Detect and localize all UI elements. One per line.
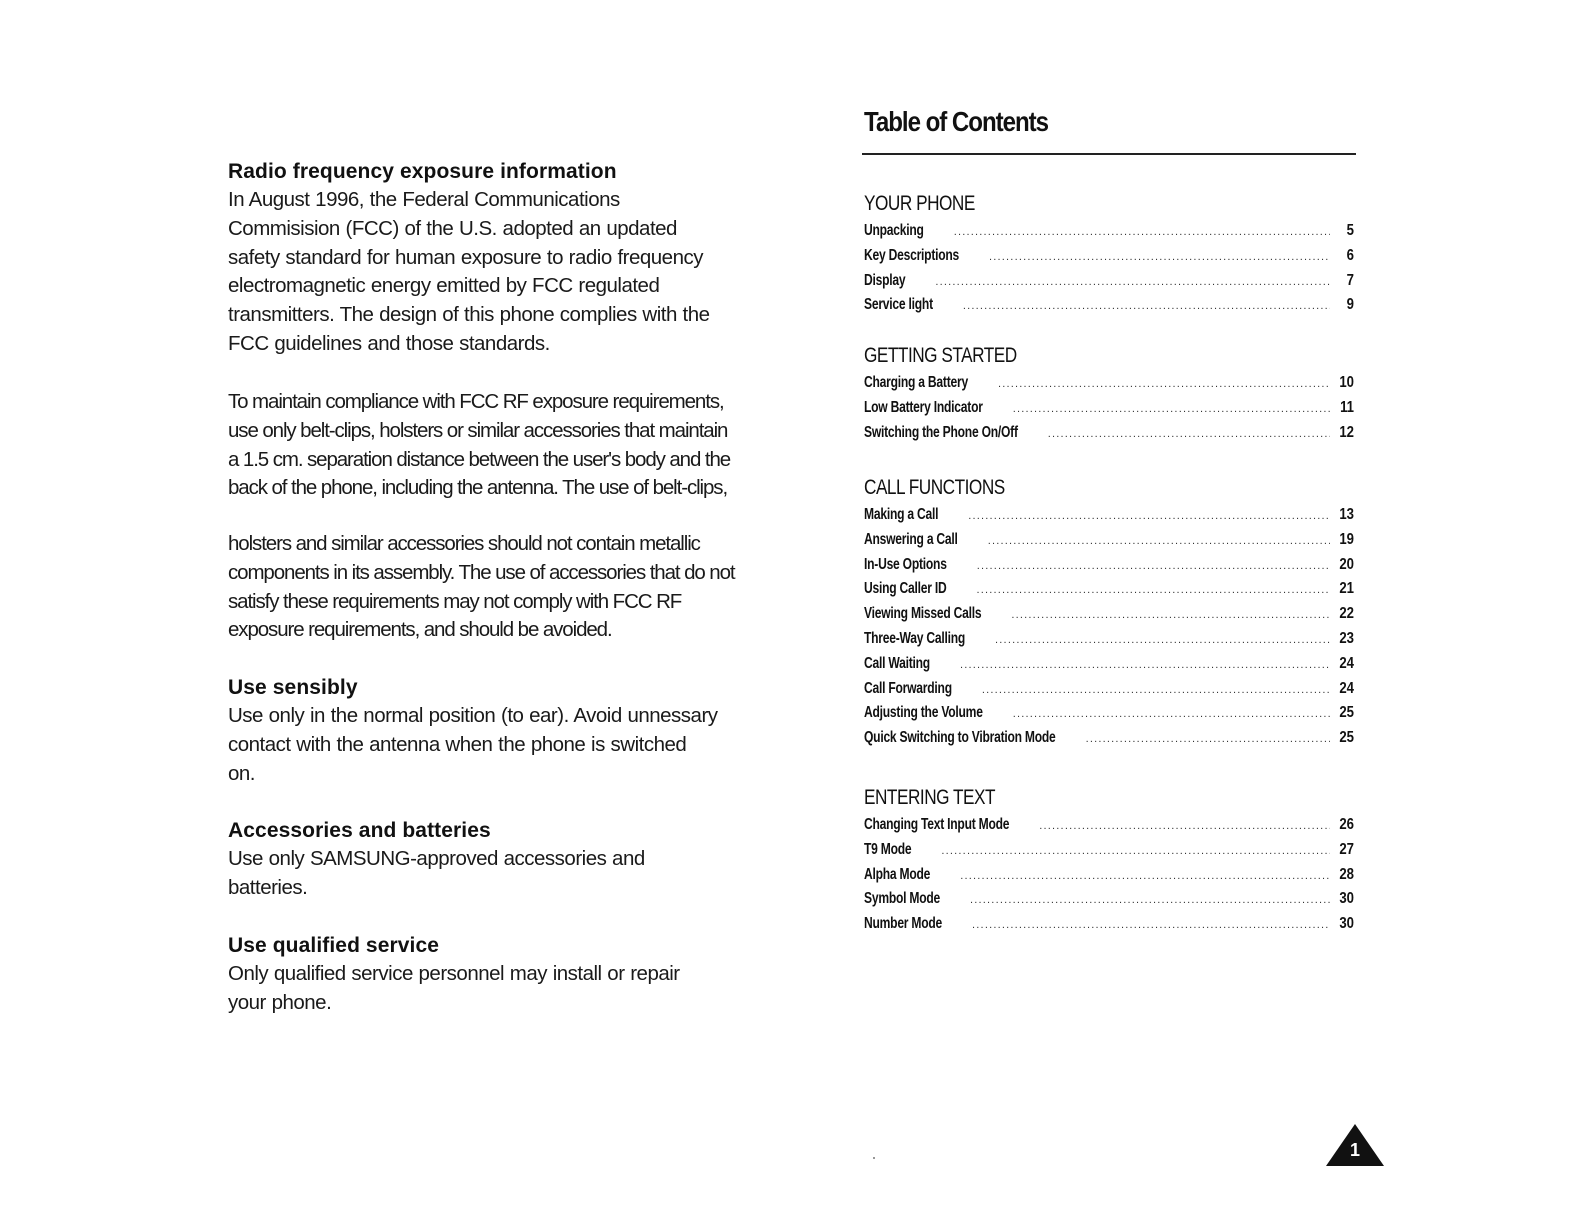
toc-entry-label: Key Descriptions bbox=[864, 246, 960, 264]
toc-leader-dots bbox=[970, 894, 1330, 906]
toc-entry-page: 11 bbox=[1340, 398, 1354, 416]
toc-entry-label: Call Waiting bbox=[864, 654, 930, 672]
toc-entry-label: Making a Call bbox=[864, 506, 939, 523]
toc-leader-dots bbox=[1013, 403, 1330, 415]
toc-entry-label: Number Mode bbox=[864, 915, 943, 933]
holsters-line: components in its assembly. The use of accessories that do not bbox=[228, 560, 735, 584]
toc-entry-page: 23 bbox=[1339, 629, 1354, 647]
accessories-section bbox=[228, 817, 788, 903]
toc-entry-page: 5 bbox=[1346, 222, 1354, 239]
toc-section bbox=[864, 784, 1354, 940]
rf-exposure-line: transmitters. The design of this phone complies with the bbox=[228, 303, 710, 327]
toc-entry-page: 6 bbox=[1346, 246, 1354, 264]
toc-leader-dots bbox=[960, 659, 1330, 671]
toc-entry-page: 30 bbox=[1339, 890, 1354, 908]
toc-entry[interactable] bbox=[864, 630, 1354, 655]
toc-entry[interactable] bbox=[864, 729, 1354, 754]
toc-section-title: CALL FUNCTIONS bbox=[864, 476, 1005, 499]
toc-section-title: ENTERING TEXT bbox=[864, 786, 996, 809]
toc-entry-label: Adjusting the Volume bbox=[864, 704, 983, 722]
toc-entry[interactable] bbox=[864, 556, 1354, 581]
holsters-line: holsters and similar accessories should not contain metallic bbox=[228, 532, 700, 555]
rf-exposure-line: Commisision (FCC) of the U.S. adopted an updated bbox=[228, 216, 677, 240]
use-sensibly-heading: Use sensibly bbox=[228, 676, 358, 699]
toc-entry[interactable] bbox=[864, 272, 1354, 297]
toc-entry[interactable] bbox=[864, 296, 1354, 321]
toc-entry-page: 7 bbox=[1346, 271, 1354, 289]
holsters-line: exposure requirements, and should be avoided. bbox=[228, 618, 612, 642]
use-sensibly-line: Use only in the normal position (to ear). Avoid unnessary bbox=[228, 704, 718, 727]
toc-leader-dots bbox=[998, 378, 1330, 390]
toc-entry[interactable] bbox=[864, 890, 1354, 915]
accessories-line: Use only SAMSUNG-approved accessories and bbox=[228, 847, 645, 870]
toc-title: Table of Contents bbox=[864, 106, 1049, 137]
toc-entry[interactable] bbox=[864, 506, 1354, 531]
toc-leader-dots bbox=[968, 510, 1330, 522]
rf-exposure-line: In August 1996, the Federal Communications bbox=[228, 188, 620, 211]
toc-section bbox=[864, 342, 1354, 448]
toc-entry[interactable] bbox=[864, 680, 1354, 705]
toc-entry-page: 22 bbox=[1339, 605, 1354, 623]
toc-entry-page: 19 bbox=[1339, 530, 1354, 548]
toc-entry-label: Changing Text Input Mode bbox=[864, 816, 1010, 833]
toc-divider bbox=[862, 153, 1356, 155]
toc-entry-label: Switching the Phone On/Off bbox=[864, 423, 1018, 441]
toc-entry-page: 24 bbox=[1339, 679, 1354, 697]
toc-entry-page: 20 bbox=[1339, 555, 1354, 573]
rf-exposure-section bbox=[228, 158, 788, 359]
use-sensibly-line: on. bbox=[228, 761, 255, 785]
toc-leader-dots bbox=[935, 276, 1330, 288]
compliance-line: back of the phone, including the antenna. The use of belt-clips, bbox=[228, 476, 728, 500]
toc-entry[interactable] bbox=[864, 655, 1354, 680]
toc-entry-page: 9 bbox=[1346, 296, 1354, 314]
holsters-paragraph bbox=[228, 530, 788, 645]
use-sensibly-section bbox=[228, 674, 788, 788]
toc-leader-dots bbox=[1013, 708, 1330, 720]
toc-leader-dots bbox=[960, 870, 1330, 882]
toc-leader-dots bbox=[989, 251, 1330, 263]
toc-entry[interactable] bbox=[864, 915, 1354, 940]
rf-exposure-line: FCC guidelines and those standards. bbox=[228, 331, 550, 355]
toc-leader-dots bbox=[995, 634, 1330, 646]
toc-entry-label: Three-Way Calling bbox=[864, 629, 966, 647]
toc-entry-label: Viewing Missed Calls bbox=[864, 605, 982, 623]
rf-exposure-line: electromagnetic energy emitted by FCC regulated bbox=[228, 274, 660, 298]
toc-section bbox=[864, 190, 1354, 321]
rf-exposure-heading: Radio frequency exposure information bbox=[228, 160, 617, 183]
toc-entry-page: 13 bbox=[1339, 506, 1354, 523]
toc-leader-dots bbox=[977, 560, 1330, 572]
toc-entry-label: Charging a Battery bbox=[864, 374, 968, 391]
toc-leader-dots bbox=[988, 535, 1330, 547]
toc-entry-label: Alpha Mode bbox=[864, 865, 931, 883]
toc-entry[interactable] bbox=[864, 866, 1354, 891]
toc-section bbox=[864, 474, 1354, 754]
qualified-service-heading: Use qualified service bbox=[228, 934, 440, 957]
toc-entry-label: Answering a Call bbox=[864, 530, 958, 548]
compliance-paragraph bbox=[228, 388, 788, 503]
accessories-heading: Accessories and batteries bbox=[228, 819, 491, 842]
toc-entry-label: Call Forwarding bbox=[864, 679, 952, 697]
toc-entry-label: In-Use Options bbox=[864, 555, 947, 573]
toc-entry[interactable] bbox=[864, 247, 1354, 272]
toc-entry-label: Display bbox=[864, 271, 906, 289]
toc-entry-label: Using Caller ID bbox=[864, 580, 947, 598]
toc-entry[interactable] bbox=[864, 704, 1354, 729]
toc-entry-page: 25 bbox=[1339, 729, 1354, 747]
toc-entry[interactable] bbox=[864, 580, 1354, 605]
scan-speck bbox=[873, 1157, 875, 1159]
toc-entry-label: Service light bbox=[864, 296, 933, 314]
toc-entry[interactable] bbox=[864, 222, 1354, 247]
toc-entry[interactable] bbox=[864, 374, 1354, 399]
toc-entry-label: Unpacking bbox=[864, 222, 924, 239]
toc-leader-dots bbox=[1048, 428, 1330, 440]
toc-leader-dots bbox=[941, 845, 1330, 857]
toc-entry-label: Low Battery Indicator bbox=[864, 398, 983, 416]
toc-entry-page: 10 bbox=[1339, 374, 1354, 391]
qualified-service-section bbox=[228, 932, 788, 1018]
toc-entry[interactable] bbox=[864, 605, 1354, 630]
toc-leader-dots bbox=[954, 226, 1330, 238]
toc-entry-page: 12 bbox=[1339, 423, 1354, 441]
page-number: 1 bbox=[1349, 1140, 1360, 1160]
page-number-badge bbox=[1326, 1124, 1384, 1166]
toc-entry-page: 21 bbox=[1339, 580, 1354, 598]
toc-entry[interactable] bbox=[864, 841, 1354, 866]
toc-entry-page: 24 bbox=[1339, 654, 1354, 672]
toc-entry[interactable] bbox=[864, 399, 1354, 424]
toc-entry-page: 26 bbox=[1339, 816, 1354, 833]
toc-entry-label: Symbol Mode bbox=[864, 890, 941, 908]
rf-exposure-line: safety standard for human exposure to radio frequency bbox=[228, 245, 703, 269]
compliance-line: use only belt-clips, holsters or similar accessories that maintain bbox=[228, 418, 728, 442]
toc-leader-dots bbox=[977, 584, 1331, 596]
toc-leader-dots bbox=[972, 919, 1330, 931]
toc-entry[interactable] bbox=[864, 424, 1354, 449]
qualified-service-line: your phone. bbox=[228, 990, 332, 1014]
toc-entry-label: Quick Switching to Vibration Mode bbox=[864, 729, 1056, 747]
holsters-line: satisfy these requirements may not comply with FCC RF bbox=[228, 589, 682, 613]
toc-entry[interactable] bbox=[864, 816, 1354, 841]
toc-entry-page: 25 bbox=[1339, 704, 1354, 722]
toc-entry-page: 28 bbox=[1339, 865, 1354, 883]
qualified-service-line: Only qualified service personnel may install or repair bbox=[228, 962, 680, 985]
use-sensibly-line: contact with the antenna when the phone is switched bbox=[228, 732, 687, 756]
toc-leader-dots bbox=[1086, 733, 1330, 745]
toc-leader-dots bbox=[1011, 609, 1330, 621]
toc-leader-dots bbox=[963, 300, 1330, 312]
toc-leader-dots bbox=[1039, 820, 1330, 832]
accessories-line: batteries. bbox=[228, 875, 308, 899]
compliance-line: a 1.5 cm. separation distance between the user's body and the bbox=[228, 447, 731, 471]
toc-entry[interactable] bbox=[864, 531, 1354, 556]
toc-leader-dots bbox=[982, 684, 1330, 696]
toc-entry-label: T9 Mode bbox=[864, 840, 912, 858]
toc-entry-page: 30 bbox=[1339, 915, 1354, 933]
compliance-line: To maintain compliance with FCC RF exposure requirements, bbox=[228, 390, 724, 413]
toc-section-title: YOUR PHONE bbox=[864, 192, 975, 215]
toc-section-title: GETTING STARTED bbox=[864, 344, 1017, 367]
toc-entry-page: 27 bbox=[1339, 840, 1354, 858]
